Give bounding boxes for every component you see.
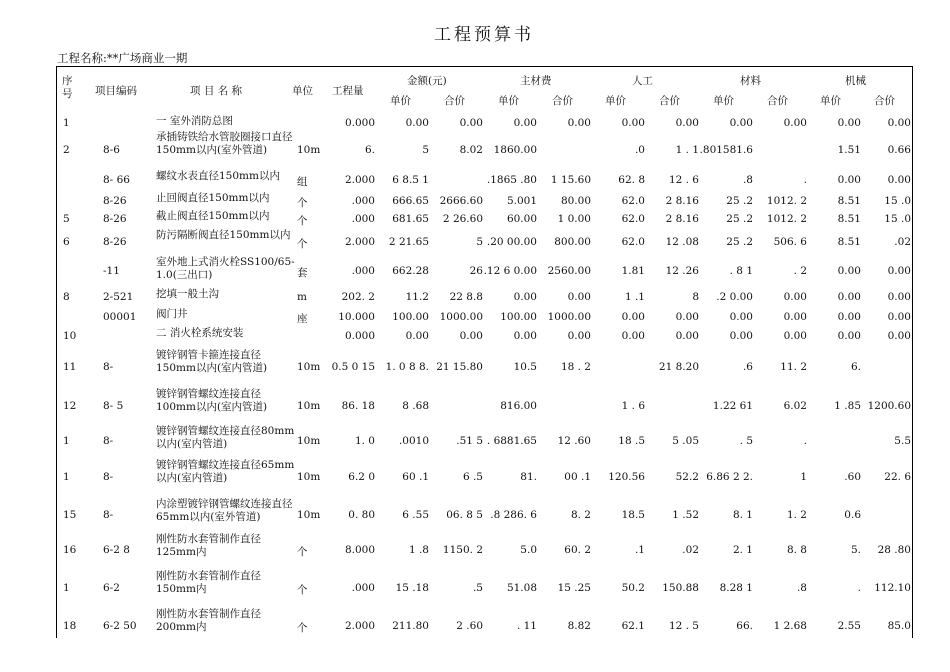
code-cell: -11 [103, 265, 120, 277]
main-material-total-cell: 18 . 2 [560, 361, 591, 373]
table-row [57, 210, 912, 228]
main-material-unit-price-cell: 816.00 [500, 400, 537, 412]
amount-unit-price-cell: 662.28 [392, 265, 429, 277]
labor-total-cell: 0.00 [675, 311, 699, 323]
machine-unit-price-cell: 8.51 [837, 236, 861, 248]
item-name-cell: 刚性防水套管制作直径125mm内 [156, 533, 261, 558]
machine-unit-price-cell: 2.55 [837, 620, 861, 632]
table-row [57, 608, 912, 644]
labor-total-cell: 12 . 5 [668, 620, 699, 632]
main-material-unit-price-cell: .20 00.00 [486, 236, 537, 248]
material-unit-price-cell: 66. [736, 620, 753, 632]
material-unit-price-cell: 0.00 [729, 311, 753, 323]
labor-total-cell: 12 .08 [665, 236, 699, 248]
amount-total-cell: 22 8.8 [449, 291, 483, 303]
material-unit-price-cell: 8. 1 [732, 509, 753, 521]
labor-total-cell: .02 [682, 544, 699, 556]
labor-total-cell: 0.00 [675, 330, 699, 342]
seq-cell: 1 [63, 471, 70, 483]
labor-unit-price-cell: 62.0 [621, 236, 645, 248]
seq-cell: 1 [63, 117, 70, 129]
item-name-cell: 室外地上式消火栓SS100/65-1.0(三出口) [156, 256, 295, 281]
table-row [57, 388, 912, 424]
item-name-cell: 防污隔断阀直径150mm以内 [156, 229, 291, 241]
header-mm-total: 合价 [552, 95, 573, 107]
amount-total-cell: 8.02 [459, 144, 483, 156]
main-material-unit-price-cell: . 11 [516, 620, 537, 632]
quantity-cell: .000 [351, 265, 375, 277]
labor-total-cell: 52.2 [675, 471, 699, 483]
seq-cell: 16 [63, 544, 77, 556]
main-material-unit-price-cell: .12 6 0.00 [483, 265, 537, 277]
main-material-total-cell: 00 .1 [564, 471, 591, 483]
quantity-cell: .000 [351, 213, 375, 225]
main-material-total-cell: 1 0.00 [557, 213, 591, 225]
main-material-unit-price-cell: 51.08 [506, 582, 537, 594]
quantity-cell: 8.000 [344, 544, 375, 556]
material-unit-price-cell: 2. 1 [732, 544, 753, 556]
unit-cell: 个 [297, 238, 308, 250]
quantity-cell: 10.000 [338, 311, 375, 323]
main-material-unit-price-cell: 5.0 [520, 544, 537, 556]
item-name-cell: 刚性防水套管制作直径150mm内 [156, 570, 261, 595]
unit-cell: 10m [297, 471, 321, 483]
seq-cell: 1 [63, 582, 70, 594]
main-material-unit-price-cell: 60.00 [506, 213, 537, 225]
material-total-cell: 1012. 2 [766, 195, 807, 207]
machine-unit-price-cell: 0.00 [837, 291, 861, 303]
seq-cell: 5 [63, 213, 70, 225]
quantity-cell: .000 [351, 582, 375, 594]
amount-unit-price-cell: 60 .1 [402, 471, 429, 483]
machine-total-cell: 5.5 [894, 435, 911, 447]
quantity-cell: 202. 2 [341, 291, 375, 303]
unit-cell: 套 [297, 267, 308, 279]
amount-unit-price-cell: 6 .55 [402, 509, 429, 521]
quantity-cell: 1. 0 [354, 435, 375, 447]
labor-unit-price-cell: 62.0 [621, 195, 645, 207]
header-amount: 金额(元) [407, 75, 447, 87]
amount-total-cell: 06. 8 5 [446, 509, 483, 521]
main-material-unit-price-cell: 10.5 [513, 361, 537, 373]
machine-total-cell: 0.00 [887, 311, 911, 323]
labor-unit-price-cell: 18.5 [621, 509, 645, 521]
amount-total-cell: 26 [469, 265, 483, 277]
code-cell: 8-26 [103, 213, 127, 225]
seq-cell: 1 [63, 435, 70, 447]
amount-total-cell: .51 5 [456, 435, 483, 447]
labor-unit-price-cell: 50.2 [621, 582, 645, 594]
main-material-unit-price-cell: .8 286. 6 [490, 509, 537, 521]
amount-unit-price-cell: 11.2 [405, 291, 429, 303]
quantity-cell: 0.5 0 15 [331, 361, 375, 373]
amount-unit-price-cell: 5 [422, 144, 429, 156]
code-cell: 8- [103, 435, 114, 447]
material-total-cell: . [803, 174, 807, 186]
material-total-cell: . [803, 435, 807, 447]
quantity-cell: 0. 80 [348, 509, 375, 521]
header-amount-total: 合价 [444, 95, 465, 107]
header-mach-unit-price: 单价 [820, 95, 841, 107]
table-row [57, 327, 912, 345]
machine-unit-price-cell: 0.00 [837, 330, 861, 342]
item-name-cell: 一 室外消防总图 [156, 115, 233, 127]
code-cell: 8- [103, 361, 114, 373]
quantity-cell: .000 [351, 195, 375, 207]
quantity-cell: 2.000 [344, 174, 375, 186]
amount-total-cell: 1150. 2 [442, 544, 483, 556]
main-material-total-cell: 80.00 [560, 195, 591, 207]
amount-total-cell: .5 [472, 582, 483, 594]
material-unit-price-cell: .2 0.00 [716, 291, 753, 303]
material-total-cell: 1012. 2 [766, 213, 807, 225]
header-material-main: 主材费 [520, 75, 552, 87]
unit-cell: 10m [297, 144, 321, 156]
material-unit-price-cell: .6 [742, 361, 753, 373]
amount-unit-price-cell: 0.00 [405, 117, 429, 129]
item-name-cell: 刚性防水套管制作直径200mm内 [156, 608, 261, 633]
header-labor: 人工 [632, 75, 653, 87]
machine-total-cell: 22. 6 [884, 471, 911, 483]
material-total-cell: 6.02 [783, 400, 807, 412]
amount-unit-price-cell: 6 8.5 1 [392, 174, 429, 186]
header-machine: 机械 [845, 75, 866, 87]
unit-cell: 组 [297, 176, 308, 188]
main-material-unit-price-cell: 5.001 [506, 195, 537, 207]
unit-cell: 个 [297, 546, 308, 558]
header-seq: 序号 [62, 75, 73, 100]
code-cell: 6-2 [103, 582, 120, 594]
material-unit-price-cell: 25 .2 [726, 213, 753, 225]
machine-unit-price-cell: 6. [850, 361, 861, 373]
code-cell: 8- [103, 509, 114, 521]
table-row [57, 498, 912, 532]
machine-total-cell: 85.0 [887, 620, 911, 632]
amount-total-cell: 5 [476, 236, 483, 248]
quantity-cell: 2.000 [344, 236, 375, 248]
material-unit-price-cell: 0.00 [729, 330, 753, 342]
labor-unit-price-cell: 1 .1 [624, 291, 645, 303]
main-material-total-cell: 1000.00 [547, 311, 591, 323]
main-material-unit-price-cell: 1860.00 [493, 144, 537, 156]
material-total-cell: 0.00 [783, 117, 807, 129]
main-material-total-cell: 2560.00 [547, 265, 591, 277]
project-name: 工程名称:**广场商业一期 [57, 51, 188, 65]
machine-total-cell: 0.00 [887, 330, 911, 342]
machine-total-cell: 112.10 [874, 582, 911, 594]
unit-cell: 个 [297, 215, 308, 227]
machine-total-cell: 0.00 [887, 291, 911, 303]
amount-total-cell: 0.00 [459, 117, 483, 129]
labor-unit-price-cell: 1 . 6 [621, 400, 645, 412]
labor-total-cell: 5 .05 [672, 435, 699, 447]
table-row [57, 288, 912, 306]
amount-total-cell: 6 .5 [462, 471, 483, 483]
unit-cell: 10m [297, 400, 321, 412]
item-name-cell: 挖填一般土沟 [156, 288, 219, 300]
table-row [57, 170, 912, 190]
code-cell: 8- 5 [103, 400, 124, 412]
amount-unit-price-cell: .0010 [398, 435, 429, 447]
material-total-cell: 0.00 [783, 311, 807, 323]
material-unit-price-cell: 25 .2 [726, 195, 753, 207]
material-unit-price-cell: .8 [742, 174, 753, 186]
code-cell: 8-6 [103, 144, 120, 156]
material-total-cell: 0.00 [783, 291, 807, 303]
amount-unit-price-cell: 100.00 [392, 311, 429, 323]
quantity-cell: 86. 18 [341, 400, 375, 412]
labor-unit-price-cell: 1.81 [621, 265, 645, 277]
material-unit-price-cell: 25 .2 [726, 236, 753, 248]
seq-cell: 6 [63, 236, 70, 248]
labor-unit-price-cell: 0.00 [621, 117, 645, 129]
material-unit-price-cell: .801581.6 [699, 144, 753, 156]
amount-total-cell: 2 .60 [456, 620, 483, 632]
item-name-cell: 二 消火栓系统安装 [156, 327, 244, 339]
amount-unit-price-cell: 2 21.65 [388, 236, 429, 248]
material-total-cell: 1. 2 [786, 509, 807, 521]
main-material-total-cell: 0.00 [567, 117, 591, 129]
labor-total-cell: 12 .26 [665, 265, 699, 277]
machine-total-cell: 0.66 [887, 144, 911, 156]
header-code: 项目编码 [95, 85, 137, 97]
material-unit-price-cell: 8.28 1 [719, 582, 753, 594]
main-material-unit-price-cell: . 6881.65 [486, 435, 537, 447]
unit-cell: 10m [297, 361, 321, 373]
machine-unit-price-cell: 0.00 [837, 311, 861, 323]
labor-total-cell: 21 8.20 [658, 361, 699, 373]
unit-cell: 10m [297, 509, 321, 521]
material-total-cell: 8. 8 [786, 544, 807, 556]
unit-cell: 座 [297, 313, 308, 325]
header-labor-unit-price: 单价 [605, 95, 626, 107]
header-qty: 工程量 [332, 85, 364, 97]
material-unit-price-cell: 1.22 61 [712, 400, 753, 412]
amount-unit-price-cell: 1. 0 8 8. [385, 361, 429, 373]
labor-total-cell: 150.88 [662, 582, 699, 594]
amount-unit-price-cell: 211.80 [392, 620, 429, 632]
item-name-cell: 镀锌钢管卡箍连接直径150mm以内(室内管道) [156, 349, 268, 374]
main-material-unit-price-cell: 81. [520, 471, 537, 483]
header-name: 项 目 名 称 [190, 85, 243, 97]
amount-unit-price-cell: 1 .8 [408, 544, 429, 556]
header-mat-total: 合价 [767, 95, 788, 107]
table-row [57, 131, 912, 169]
material-total-cell: 1 [800, 471, 807, 483]
item-name-cell: 内涂塑镀锌钢管螺纹连接直径65mm以内(室外管道) [156, 498, 293, 523]
machine-total-cell: 0.00 [887, 117, 911, 129]
labor-total-cell: 12 . 6 [668, 174, 699, 186]
material-total-cell: 11. 2 [780, 361, 807, 373]
seq-cell: 18 [63, 620, 77, 632]
quantity-cell: 0.000 [344, 117, 375, 129]
main-material-unit-price-cell: 0.00 [513, 117, 537, 129]
item-name-cell: 螺纹水表直径150mm以内 [156, 170, 280, 182]
main-material-unit-price-cell: .1865 .80 [486, 174, 537, 186]
table-top-border [56, 66, 913, 67]
labor-unit-price-cell: 120.56 [608, 471, 645, 483]
item-name-cell: 止回阀直径150mm以内 [156, 192, 270, 204]
unit-cell: 10m [297, 435, 321, 447]
material-total-cell: . 2 [793, 265, 807, 277]
header-unit: 单位 [292, 85, 313, 97]
amount-total-cell: 21 15.80 [436, 361, 483, 373]
item-name-cell: 承插铸铁给水管胶圈接口直径150mm以内(室外管道) [156, 131, 293, 156]
amount-unit-price-cell: 681.65 [392, 213, 429, 225]
material-unit-price-cell: 0.00 [729, 117, 753, 129]
header-material: 材料 [740, 75, 761, 87]
machine-unit-price-cell: 0.00 [837, 265, 861, 277]
code-cell: 8- 66 [103, 174, 130, 186]
item-name-cell: 阀门井 [156, 308, 188, 320]
seq-cell: 11 [63, 361, 77, 373]
machine-total-cell: 28 .80 [877, 544, 911, 556]
main-material-total-cell: 8. 2 [570, 509, 591, 521]
code-cell: 8- [103, 471, 114, 483]
machine-total-cell: 1200.60 [867, 400, 911, 412]
table-row [57, 229, 912, 255]
machine-unit-price-cell: 0.00 [837, 117, 861, 129]
quantity-cell: 6. [364, 144, 375, 156]
labor-unit-price-cell: 62.0 [621, 213, 645, 225]
labor-unit-price-cell: .0 [634, 144, 645, 156]
material-unit-price-cell: . 5 [739, 435, 753, 447]
code-cell: 8-26 [103, 195, 127, 207]
code-cell: 6-2 8 [103, 544, 130, 556]
labor-total-cell: 1 .52 [672, 509, 699, 521]
main-material-total-cell: 800.00 [554, 236, 591, 248]
main-material-total-cell: 0.00 [567, 330, 591, 342]
code-cell: 2-521 [103, 291, 134, 303]
labor-total-cell: 1 . 1 [675, 144, 699, 156]
labor-unit-price-cell: 0.00 [621, 311, 645, 323]
labor-unit-price-cell: 0.00 [621, 330, 645, 342]
unit-cell: 个 [297, 584, 308, 596]
amount-unit-price-cell: 8 .68 [402, 400, 429, 412]
machine-total-cell: .02 [894, 236, 911, 248]
amount-total-cell: 2666.60 [439, 195, 483, 207]
main-material-total-cell: 60. 2 [564, 544, 591, 556]
machine-unit-price-cell: 0.6 [844, 509, 861, 521]
machine-unit-price-cell: 0.00 [837, 174, 861, 186]
amount-unit-price-cell: 666.65 [392, 195, 429, 207]
machine-unit-price-cell: .60 [844, 471, 861, 483]
machine-unit-price-cell: 1 .85 [834, 400, 861, 412]
document-title: 工程预算书 [434, 25, 534, 45]
labor-unit-price-cell: 62. 8 [618, 174, 645, 186]
table-row [57, 459, 912, 495]
amount-total-cell: 1000.00 [439, 311, 483, 323]
amount-unit-price-cell: 0.00 [405, 330, 429, 342]
seq-cell: 8 [63, 291, 70, 303]
item-name-cell: 镀锌钢管螺纹连接直径100mm以内(室内管道) [156, 388, 268, 413]
labor-total-cell: 2 8.16 [665, 213, 699, 225]
header-labor-total: 合价 [659, 95, 680, 107]
machine-total-cell: 15 .0 [884, 195, 911, 207]
header-mach-total: 合价 [874, 95, 895, 107]
quantity-cell: 6.2 0 [348, 471, 375, 483]
machine-unit-price-cell: 8.51 [837, 213, 861, 225]
item-name-cell: 镀锌钢管螺纹连接直径65mm以内(室内管道) [156, 459, 295, 484]
unit-cell: 个 [297, 197, 308, 209]
machine-unit-price-cell: 8.51 [837, 195, 861, 207]
main-material-total-cell: 15 .25 [557, 582, 591, 594]
main-material-total-cell: 1 15.60 [550, 174, 591, 186]
code-cell: 00001 [103, 311, 137, 323]
unit-cell: 个 [297, 622, 308, 634]
table-row [57, 425, 912, 457]
material-unit-price-cell: 6.86 2 2. [706, 471, 753, 483]
material-total-cell: 0.00 [783, 330, 807, 342]
labor-total-cell: 2 8.16 [665, 195, 699, 207]
labor-total-cell: 0.00 [675, 117, 699, 129]
table-row [57, 308, 912, 326]
table-row [57, 192, 912, 210]
item-name-cell: 镀锌钢管螺纹连接直径80mm以内(室内管道) [156, 425, 295, 450]
amount-total-cell: 0.00 [459, 330, 483, 342]
material-unit-price-cell: . 8 1 [729, 265, 753, 277]
material-total-cell: .8 [796, 582, 807, 594]
table-row [57, 256, 912, 286]
table-row [57, 349, 912, 385]
table-row [57, 533, 912, 567]
quantity-cell: 0.000 [344, 330, 375, 342]
main-material-total-cell: 12 .60 [557, 435, 591, 447]
seq-cell: 10 [63, 330, 77, 342]
main-material-unit-price-cell: 100.00 [500, 311, 537, 323]
main-material-total-cell: 8.82 [567, 620, 591, 632]
amount-unit-price-cell: 15 .18 [395, 582, 429, 594]
machine-unit-price-cell: 5. [850, 544, 861, 556]
code-cell: 6-2 50 [103, 620, 137, 632]
table-right-border [912, 66, 913, 638]
labor-total-cell: 8 [692, 291, 699, 303]
header-amount-unit-price: 单价 [390, 95, 411, 107]
table-row [57, 570, 912, 606]
header-mm-unit-price: 单价 [498, 95, 519, 107]
material-total-cell: 506. 6 [773, 236, 807, 248]
labor-unit-price-cell: 18 .5 [618, 435, 645, 447]
main-material-unit-price-cell: 0.00 [513, 330, 537, 342]
seq-cell: 15 [63, 509, 77, 521]
material-total-cell: 1 2.68 [773, 620, 807, 632]
seq-cell: 2 [63, 144, 70, 156]
unit-cell: m [297, 291, 307, 303]
code-cell: 8-26 [103, 236, 127, 248]
table-row [57, 115, 912, 131]
item-name-cell: 截止阀直径150mm以内 [156, 210, 270, 222]
machine-unit-price-cell: . [857, 582, 861, 594]
labor-unit-price-cell: 62.1 [621, 620, 645, 632]
main-material-unit-price-cell: 0.00 [513, 291, 537, 303]
labor-unit-price-cell: .1 [634, 544, 645, 556]
machine-total-cell: 0.00 [887, 265, 911, 277]
seq-cell: 12 [63, 400, 77, 412]
machine-total-cell: 15 .0 [884, 213, 911, 225]
main-material-total-cell: 0.00 [567, 291, 591, 303]
header-mat-unit-price: 单价 [713, 95, 734, 107]
machine-total-cell: 0.00 [887, 174, 911, 186]
quantity-cell: 2.000 [344, 620, 375, 632]
machine-unit-price-cell: 1.51 [837, 144, 861, 156]
amount-total-cell: 2 26.60 [442, 213, 483, 225]
